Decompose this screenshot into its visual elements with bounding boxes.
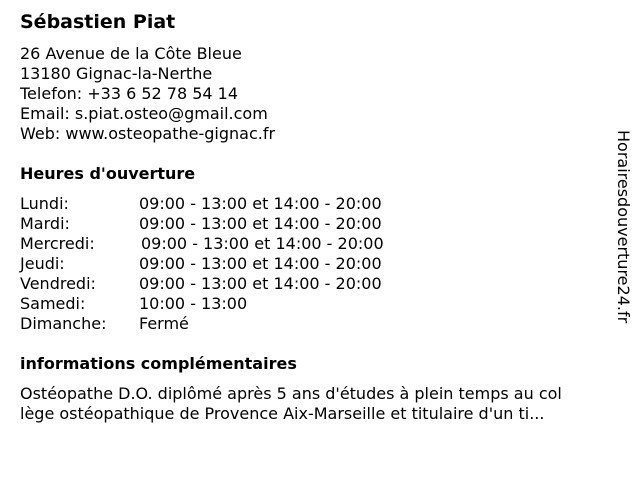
- time-value: Fermé: [139, 314, 189, 333]
- description-line: Ostéopathe D.O. diplômé après 5 ans d'études à plein temps au col: [20, 384, 562, 403]
- address-city: 13180 Gignac-la-Nerthe: [20, 64, 213, 83]
- email-address[interactable]: Email: s.piat.osteo@gmail.com: [20, 104, 268, 123]
- watermark: [611, 130, 635, 370]
- day-label: Samedi:: [20, 294, 86, 313]
- website-link[interactable]: Web: www.osteopathe-gignac.fr: [20, 124, 276, 143]
- contact-info: [20, 44, 275, 144]
- day-label: Mercredi:: [20, 234, 95, 253]
- hours-heading: Heures d'ouverture: [20, 164, 196, 183]
- address-street: 26 Avenue de la Côte Bleue: [20, 44, 242, 63]
- time-value: 09:00 - 13:00 et 14:00 - 20:00: [141, 234, 384, 253]
- info-heading: informations complémentaires: [20, 354, 297, 373]
- time-value: 09:00 - 13:00 et 14:00 - 20:00: [139, 254, 382, 273]
- day-label: Vendredi:: [20, 274, 96, 293]
- phone-number[interactable]: Telefon: +33 6 52 78 54 14: [20, 84, 239, 103]
- day-label: Dimanche:: [20, 314, 107, 333]
- time-value: 09:00 - 13:00 et 14:00 - 20:00: [139, 214, 382, 233]
- day-label: Jeudi:: [20, 254, 65, 273]
- time-value: 10:00 - 13:00: [139, 294, 248, 313]
- description: [20, 384, 610, 424]
- page-title: Sébastien Piat: [20, 11, 176, 33]
- watermark-text: Horairesdouverture24.fr: [614, 130, 633, 324]
- day-label: Lundi:: [20, 194, 69, 213]
- day-label: Mardi:: [20, 214, 70, 233]
- time-value: 09:00 - 13:00 et 14:00 - 20:00: [139, 194, 382, 213]
- time-value: 09:00 - 13:00 et 14:00 - 20:00: [139, 274, 382, 293]
- description-line: lège ostéopathique de Provence Aix-Marseille et titulaire d'un ti...: [20, 404, 545, 423]
